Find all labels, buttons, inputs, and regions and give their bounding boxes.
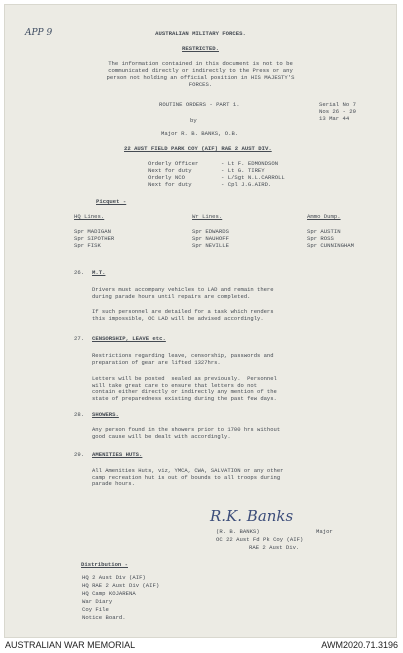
- by-label: by: [190, 117, 197, 124]
- footer-accession-number: AWM2020.71.3196: [321, 640, 398, 650]
- duty-name: - Lt F. EDMONDSON: [221, 160, 279, 167]
- picquet-title: Picquet -: [96, 198, 127, 205]
- item-paragraph: All Amenities Huts, viz, YMCA, CWA, SALVATION or any other camp recreation hut is out of bounds to all troops during parade hours.: [92, 467, 284, 488]
- distribution-entry: HQ Camp KOJARENA: [82, 590, 136, 597]
- signatory-formation: RAE 2 Aust Div.: [249, 544, 300, 551]
- notice-line: FORCES.: [188, 81, 213, 88]
- duty-name: - L/Sgt N.L.CARROLL: [221, 174, 285, 181]
- picquet-name: Spr NEVILLE: [192, 242, 229, 249]
- notice-line: communicated directly or indirectly to the Press or any: [108, 67, 293, 74]
- footer-institution: AUSTRALIAN WAR MEMORIAL: [5, 640, 136, 650]
- signatory-unit: OC 22 Aust Fd Pk Coy (AIF): [216, 536, 304, 543]
- item-paragraph: Letters will be posted sealed as previously. Personnel will take great care to ensure that letters do not contain either directly or indirectly any mention of the state of preparedness existing during the past few days.: [92, 375, 277, 402]
- signatory-rank: Major: [316, 528, 333, 535]
- picquet-column-head: Wr Lines.: [192, 213, 223, 220]
- duty-role: Next for duty: [148, 181, 192, 188]
- item-number: 27.: [74, 335, 85, 342]
- restricted-heading: RESTRICTED.: [182, 45, 219, 52]
- distribution-title: Distribution -: [81, 561, 128, 568]
- duty-role: Orderly Officer: [148, 160, 199, 167]
- item-paragraph: If such personnel are detailed for a task which renders this impossible, OC LAD will be advised accordingly.: [92, 308, 274, 322]
- order-date: 13 Mar 44: [319, 115, 350, 122]
- duty-role: Next for duty: [148, 167, 192, 174]
- duty-name: - Lt G. TIREY: [221, 167, 265, 174]
- item-title: CENSORSHIP, LEAVE etc.: [92, 335, 166, 342]
- picquet-column-head: HQ Lines.: [74, 213, 105, 220]
- item-paragraph: Any person found in the showers prior to 1700 hrs without good cause will be dealt with accordingly.: [92, 426, 281, 440]
- routine-orders-title: ROUTINE ORDERS - PART 1.: [159, 101, 240, 108]
- item-title: SHOWERS.: [92, 411, 119, 418]
- picquet-name: Spr NAUHOFF: [192, 235, 229, 242]
- picquet-column-head: Ammo Dump.: [307, 213, 341, 220]
- distribution-entry: HQ 2 Aust Div (AIF): [82, 574, 146, 581]
- notice-line: The information contained in this document is not to be: [108, 60, 293, 67]
- item-title: M.T.: [92, 269, 106, 276]
- picquet-name: Spr ROSS: [307, 235, 334, 242]
- item-paragraph: Drivers must accompany vehicles to LAD and remain there during parade hours until repairs are completed.: [92, 286, 274, 300]
- picquet-name: Spr AUSTIN: [307, 228, 341, 235]
- document-page: [4, 4, 397, 638]
- item-paragraph: Restrictions regarding leave, censorship, passwords and preparation of gear are lifted 1327hrs.: [92, 352, 274, 366]
- order-numbers: Nos 26 - 29: [319, 108, 356, 115]
- serial-number: Serial No 7: [319, 101, 356, 108]
- picquet-name: Spr FISK: [74, 242, 101, 249]
- distribution-entry: Coy File: [82, 606, 109, 613]
- duty-name: - Cpl J.G.AIRD.: [221, 181, 272, 188]
- item-number: 26.: [74, 269, 85, 276]
- archive-footer: [0, 638, 403, 653]
- picquet-name: Spr MADIGAN: [74, 228, 111, 235]
- distribution-entry: HQ RAE 2 Aust Div (AIF): [82, 582, 160, 589]
- item-number: 29.: [74, 451, 85, 458]
- picquet-name: Spr CUNNINGHAM: [307, 242, 354, 249]
- picquet-name: Spr SIPOTHER: [74, 235, 115, 242]
- picquet-name: Spr EDWARDS: [192, 228, 229, 235]
- handwritten-reference: APP 9: [25, 28, 53, 38]
- org-heading: AUSTRALIAN MILITARY FORCES.: [155, 30, 246, 37]
- item-number: 28.: [74, 411, 85, 418]
- author-line: Major R. B. BANKS, O.B.: [161, 130, 239, 137]
- notice-line: person not holding an official position in HIS MAJESTY'S: [106, 74, 295, 81]
- unit-heading: 22 AUST FIELD PARK COY (AIF) RAE 2 AUST DIV.: [124, 145, 272, 152]
- duty-role: Orderly NCO: [148, 174, 185, 181]
- item-title: AMENITIES HUTS.: [92, 451, 143, 458]
- signatory-name: (R. B. BANKS): [216, 528, 260, 535]
- distribution-entry: Notice Board.: [82, 614, 126, 621]
- handwritten-signature: R.K. Banks: [210, 507, 294, 525]
- distribution-entry: War Diary: [82, 598, 113, 605]
